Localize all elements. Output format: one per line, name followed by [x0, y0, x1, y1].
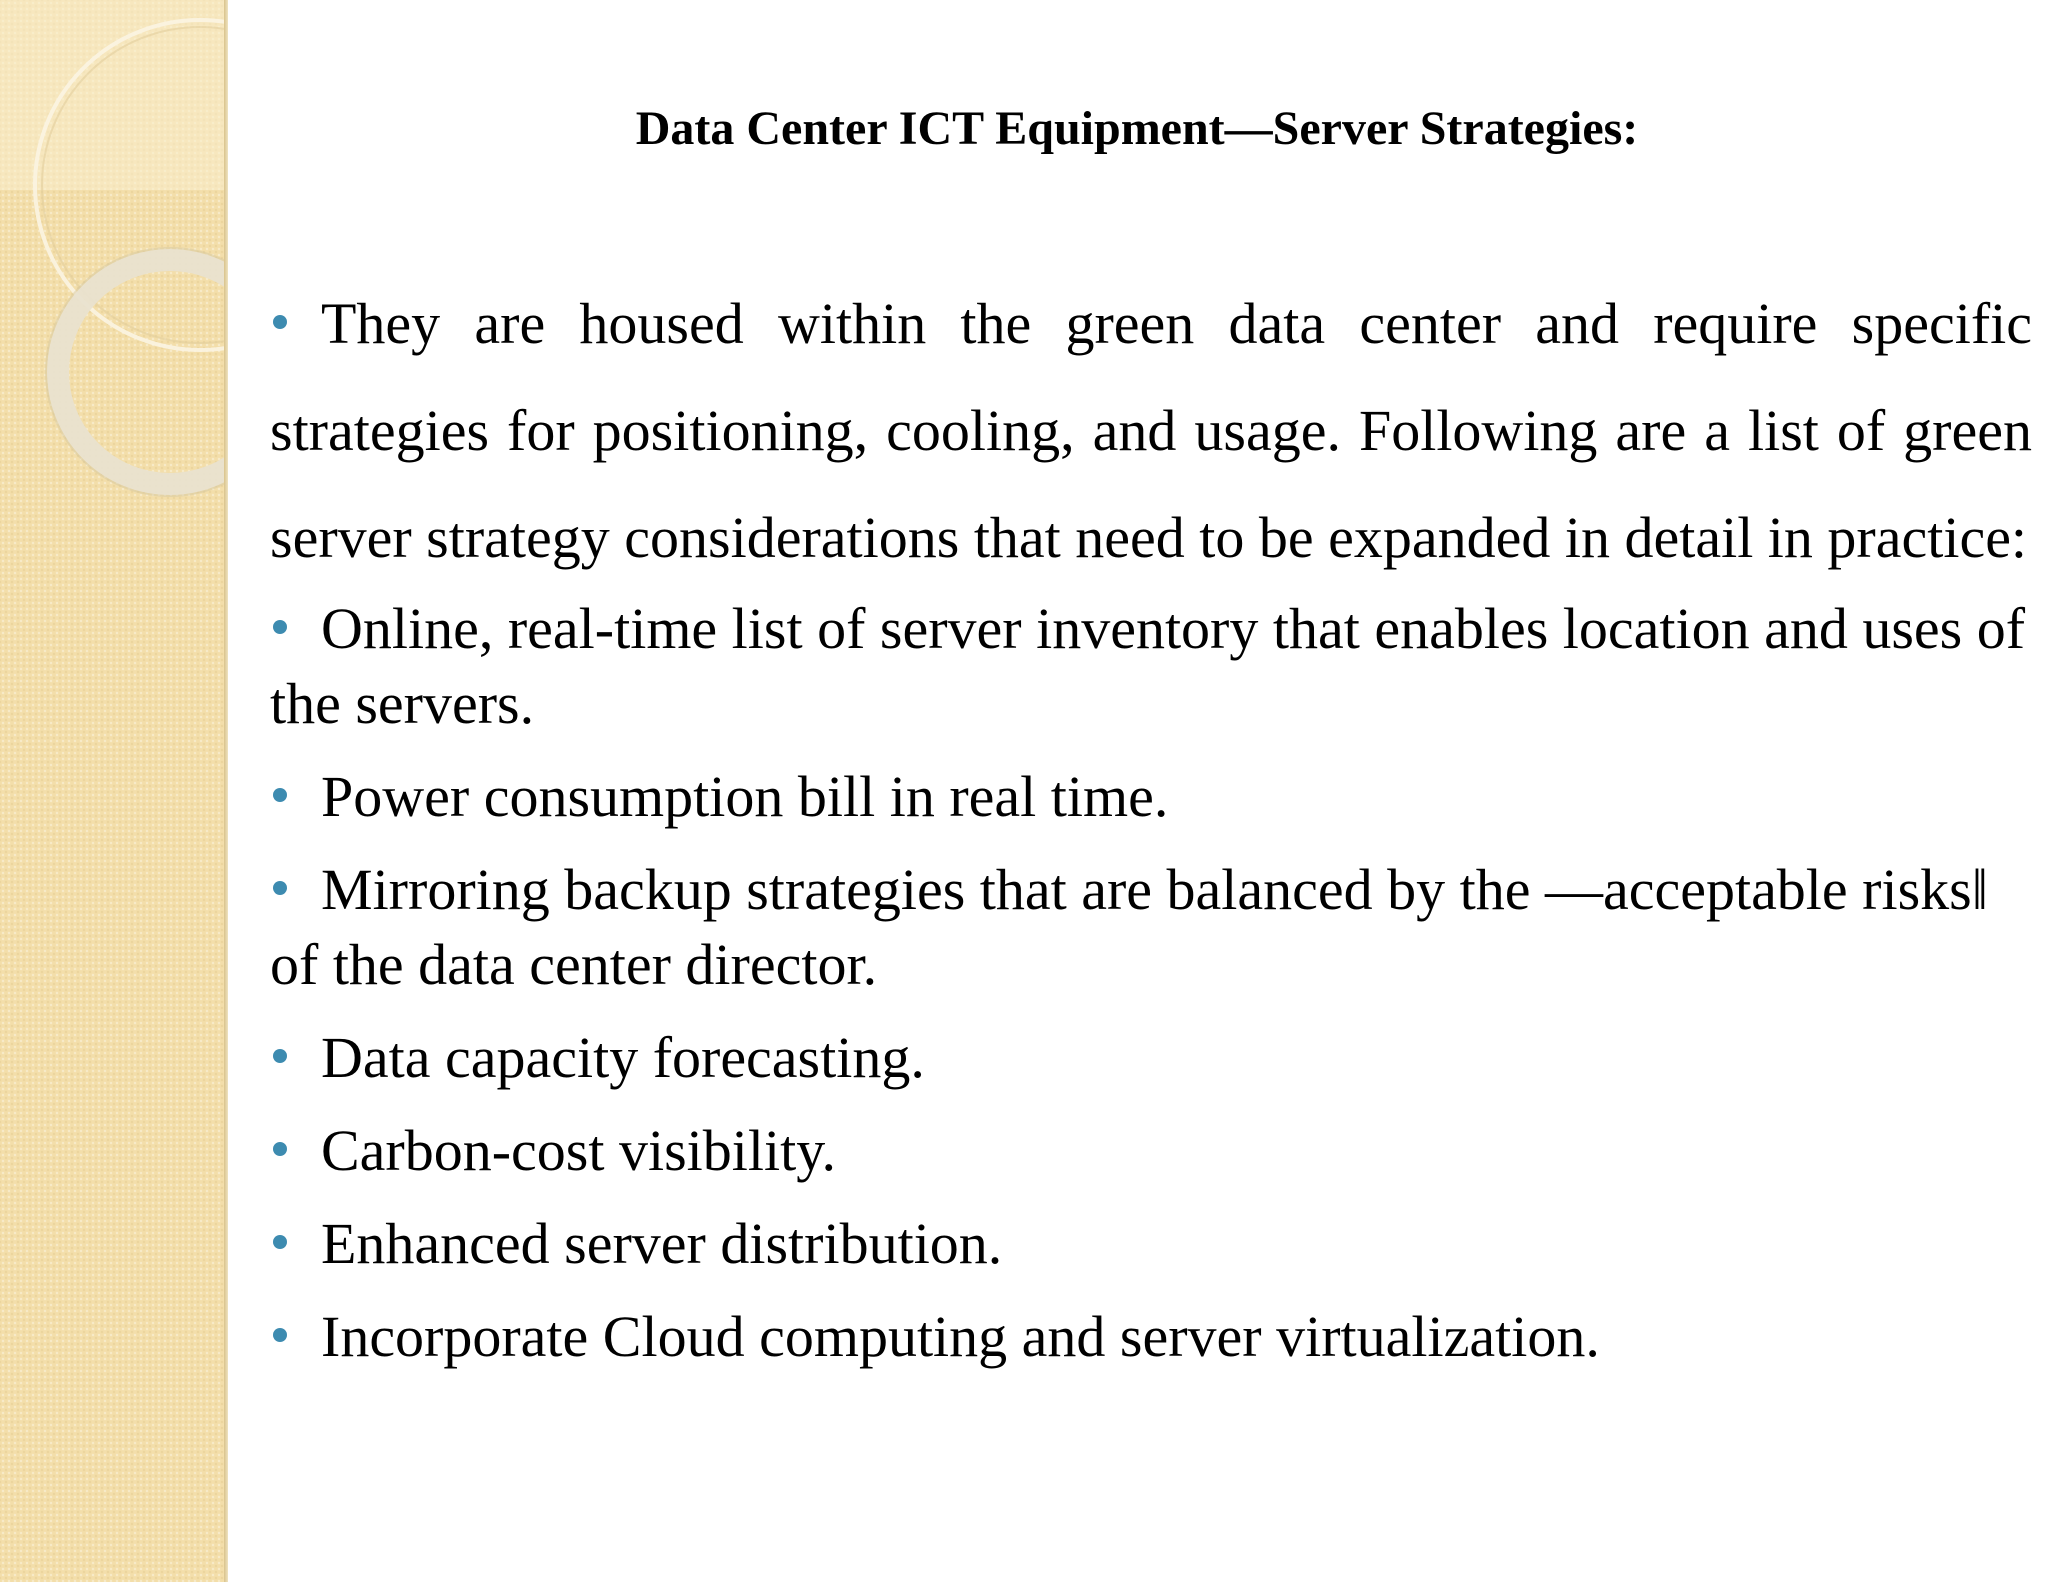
bullet-icon — [273, 1328, 287, 1342]
list-item-text: Data capacity forecasting. — [321, 1025, 925, 1090]
bullet-icon — [273, 620, 287, 634]
list-item — [270, 1113, 2032, 1188]
list-item-text: Online, real-time list of server inventory that enables location and uses of the servers. — [270, 596, 2026, 736]
bullet-icon — [273, 1235, 287, 1249]
list-item — [270, 1020, 2032, 1095]
list-item-intro — [270, 270, 2032, 591]
bullet-icon — [273, 788, 287, 802]
side-panel-edge — [224, 0, 228, 1582]
list-item-text: Enhanced server distribution. — [321, 1211, 1003, 1276]
decorative-rings-icon — [0, 0, 226, 1582]
bullet-icon — [273, 1142, 287, 1156]
list-item-text: They are housed within the green data center and require specific strategies for positioning, cooling, and usage. Following are a list of green server strategy considerations that need to be expanded in detail in practice: — [270, 291, 2032, 570]
list-item — [270, 852, 2032, 1002]
list-item — [270, 591, 2032, 741]
bullet-icon — [273, 315, 287, 329]
decorative-side-panel — [0, 0, 226, 1582]
list-item-text: Carbon-cost visibility. — [321, 1118, 836, 1183]
bullet-icon — [273, 881, 287, 895]
bullet-icon — [273, 1049, 287, 1063]
list-item-text: Mirroring backup strategies that are balanced by the ―acceptable risks‖ of the data center director. — [270, 857, 1989, 997]
list-item-text: Power consumption bill in real time. — [321, 764, 1169, 829]
bullet-list — [270, 270, 2032, 1392]
list-item — [270, 1299, 2032, 1374]
slide-title: Data Center ICT Equipment—Server Strategies: — [635, 102, 1639, 155]
list-item-text: Incorporate Cloud computing and server virtualization. — [321, 1304, 1600, 1369]
list-item — [270, 1206, 2032, 1281]
list-item — [270, 759, 2032, 834]
